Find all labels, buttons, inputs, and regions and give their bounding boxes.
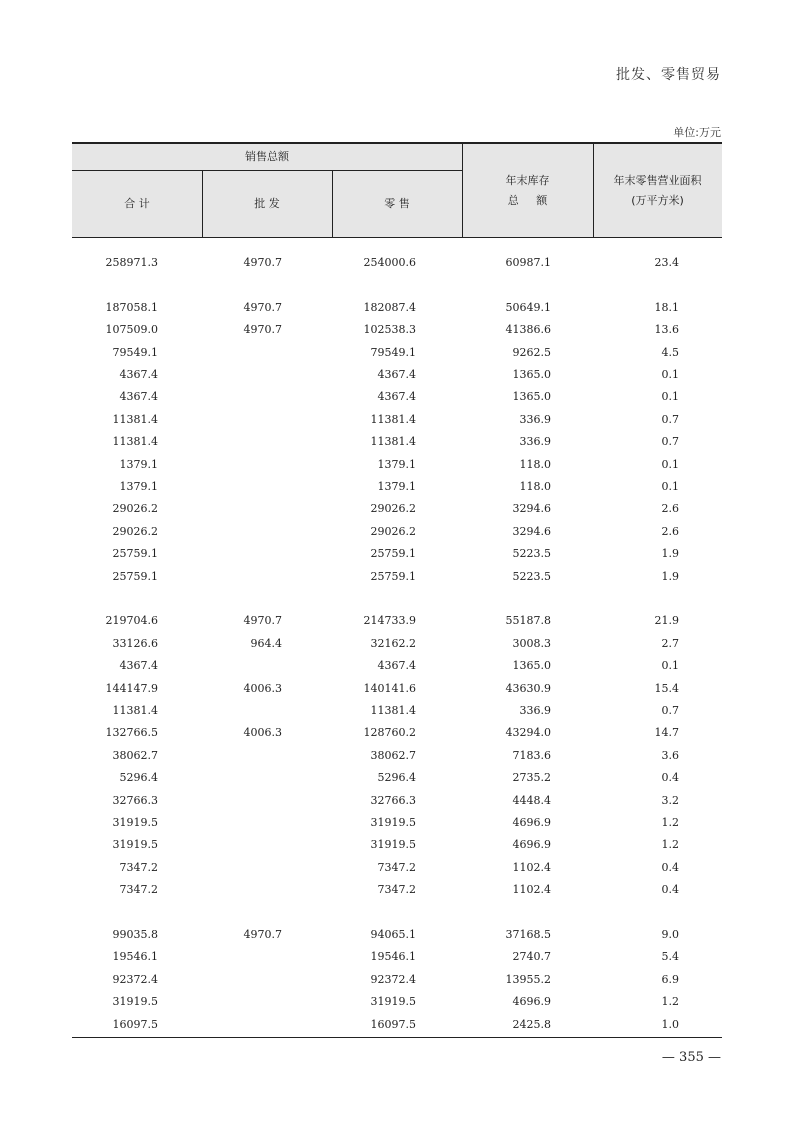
table-cell: 0.7 [661, 704, 679, 717]
table-body [72, 238, 722, 1037]
header-retail: 零 售 [384, 197, 410, 210]
table-cell: 4367.4 [119, 659, 158, 673]
table-cell: 5296.4 [119, 771, 158, 785]
table-cell: 11381.4 [112, 435, 158, 449]
table-cell: 4970.7 [243, 323, 282, 337]
table-cell: 9.0 [661, 928, 679, 941]
table-cell: 0.1 [661, 368, 679, 381]
table-cell: 29026.2 [370, 502, 416, 516]
table-cell: 1379.1 [377, 480, 416, 493]
table-cell: 32766.3 [112, 793, 158, 807]
table-cell: 7347.2 [119, 883, 158, 897]
table-cell: 31919.5 [370, 995, 416, 1009]
header-wholesale: 批 发 [254, 197, 280, 210]
table-cell: 16097.5 [112, 1017, 158, 1031]
table-cell: 1.0 [661, 1017, 679, 1031]
table-cell: 21.9 [654, 614, 679, 628]
table-cell: 254000.6 [363, 256, 416, 269]
bottom-rule [72, 1037, 722, 1038]
table-cell: 94065.1 [370, 928, 416, 941]
column-divider [462, 144, 463, 237]
table-cell: 18.1 [654, 300, 679, 314]
table-cell: 1365.0 [512, 659, 551, 673]
table-row [72, 969, 722, 991]
table-cell: 55187.8 [505, 614, 551, 628]
statistics-table [72, 142, 722, 1038]
column-divider [202, 171, 203, 237]
page-number: — 355 — [661, 1050, 721, 1065]
table-row [72, 678, 722, 700]
table-row [72, 700, 722, 722]
table-row [72, 319, 722, 341]
table-cell: 25759.1 [112, 547, 158, 561]
table-cell: 79549.1 [370, 345, 416, 359]
table-cell: 964.4 [250, 636, 282, 650]
table-row [72, 342, 722, 364]
table-cell: 214733.9 [363, 614, 416, 628]
table-cell: 0.1 [661, 480, 679, 493]
header-total: 合 计 [124, 197, 150, 210]
table-cell: 4696.9 [512, 995, 551, 1009]
header-area-line1: 年末零售营业面积 [613, 173, 702, 187]
table-cell: 2.7 [661, 636, 679, 650]
table-cell: 4970.7 [243, 300, 282, 314]
table-cell: 9262.5 [512, 345, 551, 359]
table-row [72, 790, 722, 812]
table-cell: 11381.4 [112, 704, 158, 717]
table-cell: 92372.4 [112, 972, 158, 986]
table-cell: 25759.1 [112, 569, 158, 583]
table-row [72, 924, 722, 946]
table-cell: 0.4 [661, 771, 679, 785]
table-cell: 1102.4 [512, 883, 551, 897]
table-cell: 4367.4 [377, 390, 416, 404]
table-cell: 15.4 [654, 681, 679, 695]
table-cell: 336.9 [519, 412, 551, 426]
header-sales-total: 销售总额 [245, 150, 289, 163]
table-cell: 3294.6 [512, 524, 551, 538]
running-head: 批发、零售贸易 [616, 67, 721, 83]
table-cell: 144147.9 [105, 681, 158, 695]
table-cell: 13955.2 [505, 972, 551, 986]
table-cell: 25759.1 [370, 569, 416, 583]
table-cell: 1.2 [661, 816, 679, 829]
table-cell: 2735.2 [512, 771, 551, 785]
table-cell: 0.1 [661, 457, 679, 471]
header-inventory [462, 144, 593, 237]
table-cell: 4367.4 [119, 368, 158, 381]
table-cell: 92372.4 [370, 972, 416, 986]
table-cell: 14.7 [654, 726, 679, 740]
table-cell: 23.4 [654, 256, 679, 269]
table-cell: 4970.7 [243, 928, 282, 941]
table-cell: 5296.4 [377, 771, 416, 785]
table-cell: 31919.5 [112, 995, 158, 1009]
table-cell: 29026.2 [370, 524, 416, 538]
table-cell: 6.9 [661, 972, 679, 986]
table-cell: 1379.1 [377, 457, 416, 471]
table-row [72, 252, 722, 274]
table-cell: 2425.8 [512, 1017, 551, 1031]
table-cell: 4970.7 [243, 614, 282, 628]
table-cell: 11381.4 [112, 412, 158, 426]
table-row [72, 297, 722, 319]
table-cell: 11381.4 [370, 412, 416, 426]
table-cell: 5223.5 [512, 569, 551, 583]
table-row [72, 476, 722, 498]
table-cell: 5223.5 [512, 547, 551, 561]
table-cell: 1.2 [661, 838, 679, 852]
table-cell: 0.1 [661, 390, 679, 404]
table-row [72, 543, 722, 565]
table-cell: 31919.5 [112, 838, 158, 852]
table-row [72, 879, 722, 901]
table-cell: 38062.7 [370, 748, 416, 762]
table-cell: 132766.5 [105, 726, 158, 740]
table-cell: 118.0 [519, 457, 551, 471]
table-row [72, 745, 722, 767]
table-row [72, 498, 722, 520]
table-cell: 2740.7 [512, 950, 551, 964]
table-cell: 41386.6 [505, 323, 551, 337]
table-cell: 118.0 [519, 480, 551, 493]
table-cell: 187058.1 [105, 300, 158, 314]
table-cell: 7347.2 [119, 860, 158, 874]
table-cell: 19546.1 [112, 950, 158, 964]
table-row [72, 655, 722, 677]
table-row [72, 946, 722, 968]
table-cell: 4448.4 [512, 793, 551, 807]
table-cell: 4006.3 [243, 681, 282, 695]
table-row [72, 521, 722, 543]
table-row [72, 409, 722, 431]
table-cell: 50649.1 [505, 300, 551, 314]
table-cell: 4367.4 [377, 368, 416, 381]
table-row [72, 722, 722, 744]
table-cell: 0.4 [661, 883, 679, 897]
table-cell: 29026.2 [112, 502, 158, 516]
header-area-line2: (万平方米) [631, 193, 684, 207]
table-cell: 1379.1 [119, 457, 158, 471]
table-cell: 102538.3 [363, 323, 416, 337]
header-inventory-line1: 年末库存 [505, 173, 550, 187]
table-cell: 37168.5 [505, 928, 551, 941]
table-cell: 258971.3 [105, 256, 158, 269]
table-cell: 60987.1 [505, 256, 551, 269]
table-cell: 3008.3 [512, 636, 551, 650]
table-cell: 4367.4 [119, 390, 158, 404]
table-cell: 38062.7 [112, 748, 158, 762]
table-cell: 7347.2 [377, 860, 416, 874]
table-cell: 1102.4 [512, 860, 551, 874]
table-cell: 4970.7 [243, 256, 282, 269]
table-row [72, 1014, 722, 1036]
table-cell: 4696.9 [512, 816, 551, 829]
table-cell: 182087.4 [363, 300, 416, 314]
table-cell: 4367.4 [377, 659, 416, 673]
table-header [72, 144, 722, 238]
table-row [72, 991, 722, 1013]
table-cell: 31919.5 [112, 816, 158, 829]
table-cell: 140141.6 [363, 681, 416, 695]
table-cell: 128760.2 [363, 726, 416, 740]
table-row [72, 610, 722, 632]
table-cell: 29026.2 [112, 524, 158, 538]
column-divider [332, 171, 333, 237]
table-row [72, 386, 722, 408]
table-cell: 0.1 [661, 659, 679, 673]
table-cell: 11381.4 [370, 704, 416, 717]
table-cell: 43294.0 [505, 726, 551, 740]
table-cell: 2.6 [661, 502, 679, 516]
table-cell: 1.9 [661, 547, 679, 561]
table-cell: 5.4 [661, 950, 679, 964]
column-divider [593, 144, 594, 237]
table-cell: 4696.9 [512, 838, 551, 852]
table-row [72, 364, 722, 386]
table-cell: 7183.6 [512, 748, 551, 762]
table-row [72, 566, 722, 588]
table-row [72, 857, 722, 879]
header-area [593, 144, 722, 237]
table-cell: 31919.5 [370, 816, 416, 829]
table-cell: 336.9 [519, 435, 551, 449]
table-row [72, 431, 722, 453]
table-cell: 11381.4 [370, 435, 416, 449]
table-cell: 219704.6 [105, 614, 158, 628]
table-cell: 43630.9 [505, 681, 551, 695]
table-cell: 33126.6 [112, 636, 158, 650]
table-cell: 25759.1 [370, 547, 416, 561]
table-cell: 32766.3 [370, 793, 416, 807]
table-cell: 0.4 [661, 860, 679, 874]
table-cell: 31919.5 [370, 838, 416, 852]
table-cell: 0.7 [661, 435, 679, 449]
table-cell: 3.2 [661, 793, 679, 807]
table-cell: 3294.6 [512, 502, 551, 516]
table-row [72, 454, 722, 476]
table-cell: 79549.1 [112, 345, 158, 359]
table-row [72, 633, 722, 655]
table-cell: 19546.1 [370, 950, 416, 964]
table-row [72, 812, 722, 834]
table-cell: 32162.2 [370, 636, 416, 650]
table-cell: 13.6 [654, 323, 679, 337]
table-cell: 336.9 [519, 704, 551, 717]
table-cell: 1.9 [661, 569, 679, 583]
table-cell: 16097.5 [370, 1017, 416, 1031]
table-row [72, 767, 722, 789]
table-cell: 2.6 [661, 524, 679, 538]
table-cell: 107509.0 [105, 323, 158, 337]
table-cell: 7347.2 [377, 883, 416, 897]
table-cell: 4.5 [661, 345, 679, 359]
table-cell: 1365.0 [512, 390, 551, 404]
table-cell: 4006.3 [243, 726, 282, 740]
table-cell: 99035.8 [112, 928, 158, 941]
unit-label: 单位:万元 [673, 126, 721, 139]
table-cell: 1365.0 [512, 368, 551, 381]
header-inventory-line2: 总 额 [507, 193, 548, 207]
table-cell: 0.7 [661, 412, 679, 426]
table-row [72, 834, 722, 856]
table-cell: 1.2 [661, 995, 679, 1009]
table-cell: 1379.1 [119, 480, 158, 493]
table-cell: 3.6 [661, 748, 679, 762]
